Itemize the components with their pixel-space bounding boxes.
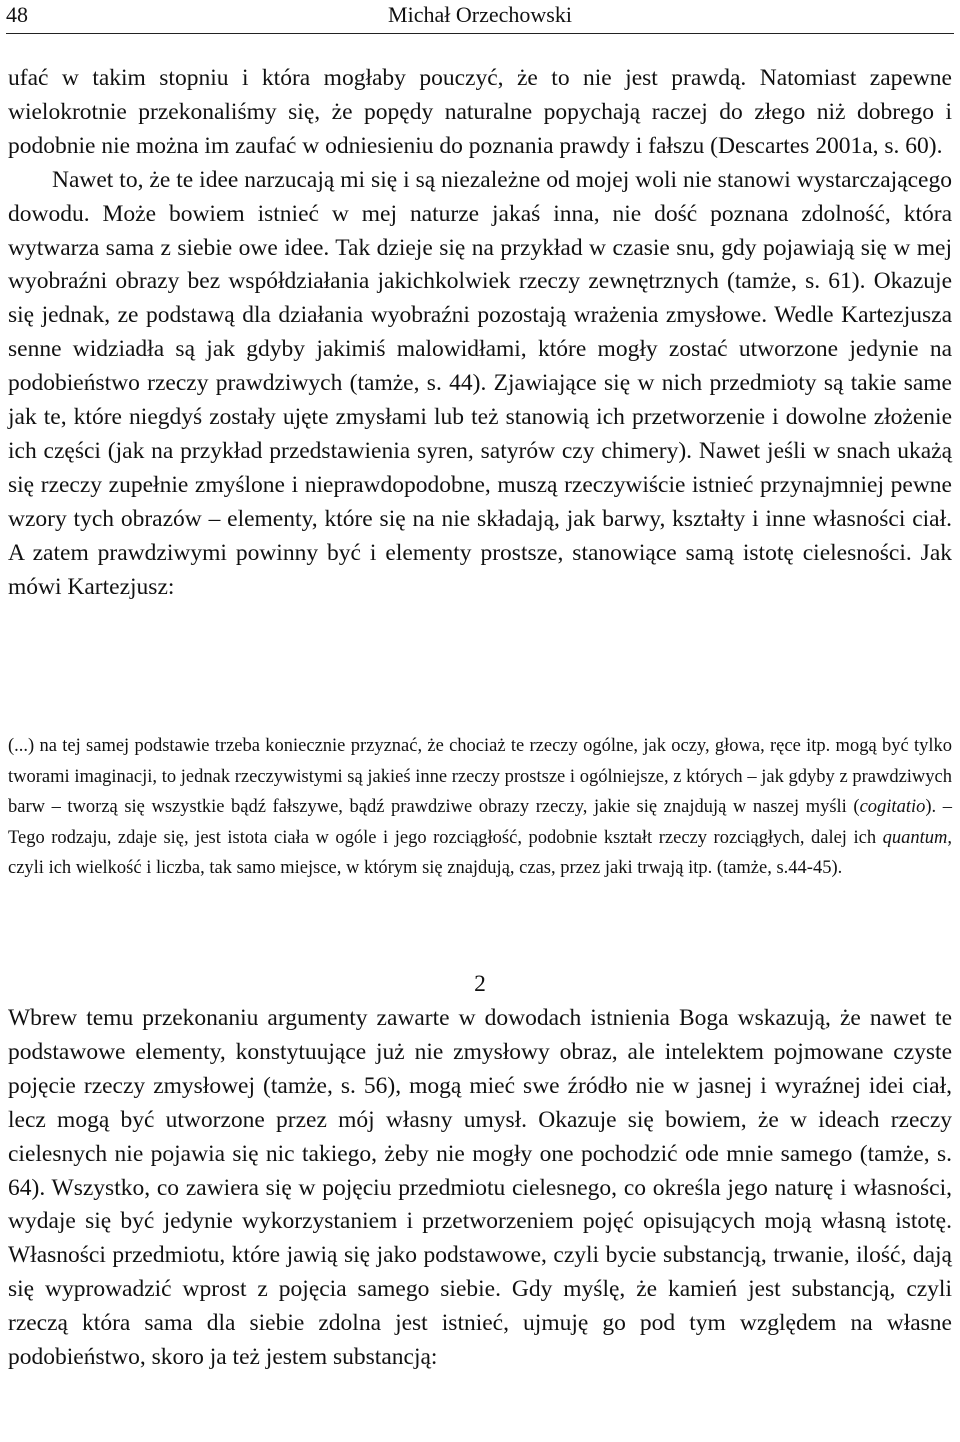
block-quotation — [8, 731, 952, 884]
quote-term-cogitatio: cogitatio — [859, 797, 926, 817]
quote-text-part: , czyli ich wielkość i liczba, tak samo miejsce, w którym się znajdują, czas, przez jaki trwają itp. (tamże, s.44-45). — [8, 827, 952, 878]
paragraph-continuation: ufać w takim stopniu i która mogłaby pouczyć, że to nie jest prawdą. Natomiast zapewne wielokrotnie przekonaliśmy się, że popędy naturalne popychają raczej do złego niż dobrego i podobnie nie można im zaufać w odniesieniu do poznania prawdy i fałszu (Descartes 2001a, s. 60). — [8, 65, 952, 159]
running-head-author: Michał Orzechowski — [388, 2, 572, 27]
paragraph: Wbrew temu przekonaniu argumenty zawarte w dowodach istnienia Boga wskazują, że nawet te podstawowe elementy, konstytuujące już nie zmysłowy obraz, ale intelektem pojmowane czyste pojęcie rzeczy zmysłowej (tamże, s. 56), mogą mieć swe źródło nie w jasnej i wyraźnej idei ciał, lecz mogą być utworzone przez mój własny umysł. Okazuje się bowiem, że w ideach rzeczy cielesnych nie pojawia się nic takiego, żeby nie mogły one pochodzić ode mnie samego (tamże, s. 64). Wszystko, co zawiera się w pojęciu przedmiotu cielesnego, co określa jego naturę i własności, wydaje się być jedynie wykorzystaniem i przetworzeniem pojęć opisujących moją własną istotę. Własności przedmiotu, które jawią się jako podstawowe, czyli bycie substancją, trwanie, ilość, dają się wyprowadzić wprost z pojęcia samego siebie. Gdy myślę, że kamień jest substancją, czyli rzeczą która sama dla siebie zdolna jest istnieć, ujmuję go pod tym względem na własne podobieństwo, skoro ja też jestem substancją: — [8, 1005, 952, 1371]
main-text-section-2 — [8, 1002, 952, 1375]
quote-text-part: (...) na tej samej podstawie trzeba koniecznie przyznać, że chociaż te rzeczy ogólne, jak oczy, głowa, ręce itp. mogą być tylko tworami imaginacji, to jednak rzeczywistymi są jakieś inne rzeczy prostsze i ogólniejsze, z których – jak gdyby z prawdziwych barw – tworzą się wszystkie bądź fałszywe, bądź prawdziwe obrazy rzeczy, jakie się znajdują w naszej myśli ( — [8, 736, 952, 817]
section-number: 2 — [474, 971, 486, 997]
page-number: 48 — [6, 2, 28, 27]
paragraph: Nawet to, że te idee narzucają mi się i są niezależne od mojej woli nie stanowi wystarczającego dowodu. Może bowiem istnieć w mej naturze jakaś inna, nie dość poznana zdolność, która wytwarza sama z siebie owe idee. Tak dzieje się na przykład w czasie snu, gdy pojawiają się w mej wyobraźni obrazy bez współdziałania jakichkolwiek rzeczy zewnętrznych (tamże, s. 61). Okazuje się jednak, ze podstawą dla działania wyobraźni pozostają wrażenia zmysłowe. Wedle Kartezjusza senne widziadła są jak gdyby jakimiś malowidłami, które mogły zostać utworzone jedynie na podobieństwo rzeczy prawdziwych (tamże, s. 44). Zjawiające się w nich przedmioty są takie same jak te, które niegdyś zostały ujęte zmysłami lub też stanowią ich przetworzenie i dowolne złożenie ich części (jak na przykład przedstawienia syren, satyrów czy chimery). Nawet jeśli w snach ukażą się rzeczy zupełnie zmyślone i nieprawdopodobne, muszą rzeczywiście istnieć przynajmniej pewne wzory tych obrazów – elementy, które się na nie składają, jak barwy, kształty i inne własności ciał. A zatem prawdziwymi powinny być i elementy prostsze, stanowiące samą istotę cielesności. Jak mówi Kartezjusz: — [8, 166, 952, 600]
page-header — [6, 0, 954, 34]
main-text-section-1 — [8, 62, 952, 605]
quote-term-quantum: quantum — [882, 827, 948, 848]
quote-text-part: ). – Tego rodzaju, zdaje się, jest istota ciała w ogóle i jego rozciągłość, podobnie kształt rzeczy rozciągłych, dalej ich — [8, 797, 952, 848]
